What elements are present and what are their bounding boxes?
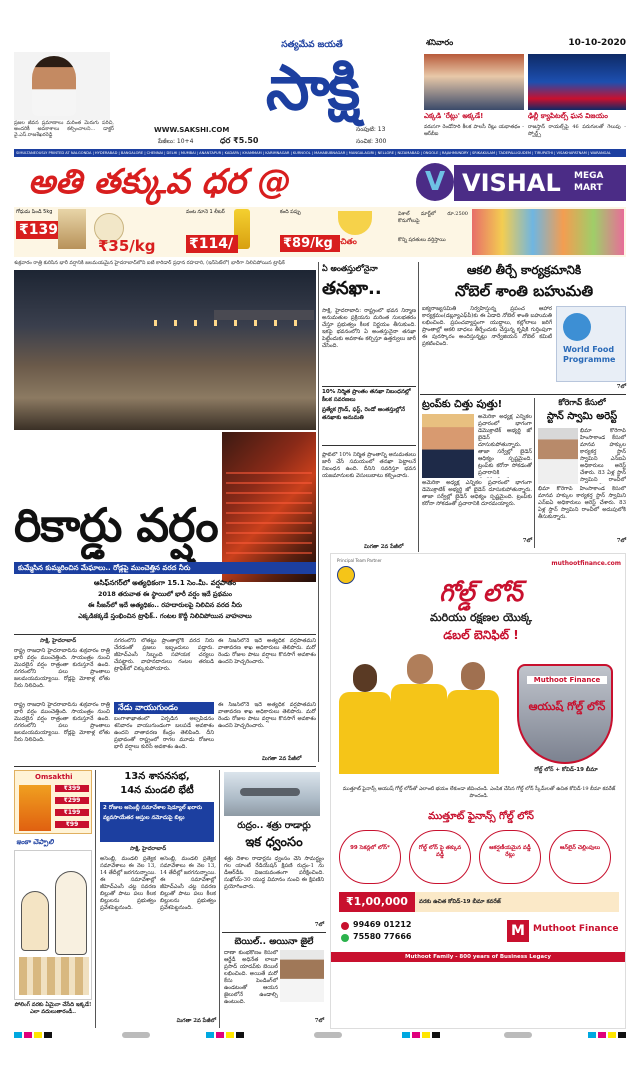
radar-continued[interactable]: 7లో — [314, 922, 324, 928]
editions-text: SIMULTANEOUSLY PRINTED AT NALGONDA | HYDERABAD | BANGALORE | CHENNAI | DELHI | MUMBAI | ANANTAPUR | KADAPA | KHAMMAM | KARIMNAGAR | KURNOOL | MAHABUBNAGAR | MANGALAGIRI | NELLORE | NIZAMABAD | ONGOLE | RAJAHMUNDRY | SRIKAKULAM | TADEPALLIGUDEM | TIRUPATHI | VISAKHAPATNAM | WARANGAL — [16, 151, 611, 155]
player-3 — [445, 662, 501, 774]
mini-ad-price-4: ₹99 — [55, 821, 89, 828]
vishal-goods-shelf — [472, 209, 624, 255]
player-2 — [389, 654, 449, 774]
lead-summary-4: ఎక్కడికక్కడే స్తంభించిన ట్రాఫిక్.. గంటల కొద్దీ నిలిచిపోయిన వాహనాలు — [78, 612, 252, 620]
col-rule-2 — [418, 262, 419, 552]
missile-icon — [240, 788, 300, 796]
lead-bottom-rule — [14, 766, 316, 767]
salary-bullet-2: ప్రత్యేక గ్రౌండ్, ఫస్ట్, రెండో అంతస్తుల్లోనే తనఖాకు అనుమతి — [322, 407, 405, 421]
lalu-photo — [280, 950, 324, 1002]
lead-subhead: కుమ్మేసిన కుమ్మరించిన మేఘాలు.. రోడ్లపై ముంచెత్తిన వరద నీరు — [14, 562, 316, 574]
reg-magenta-3 — [412, 1032, 420, 1038]
trump-photo — [422, 414, 474, 478]
vishal-brand-box — [454, 165, 626, 201]
player-1 — [337, 664, 393, 774]
swamy-continued[interactable]: 7లో — [616, 538, 626, 544]
legislature-bullets — [100, 802, 214, 842]
muthoot-phone-1[interactable]: 99469 01212 — [353, 920, 412, 929]
reg-yellow-4 — [608, 1032, 616, 1038]
badge-1-text: 99 సెకన్లలో లోన్* — [350, 845, 390, 851]
player-1-jersey — [339, 692, 391, 774]
reg-pill-1 — [122, 1032, 150, 1038]
product-oil-label: వంట నూనె 1 లీటర్ — [186, 209, 225, 215]
masthead-pages: పేజీలు: 10+4 — [158, 138, 194, 145]
player-2-head — [407, 654, 433, 684]
swamy-body-2: భీమా కోరెగావ్ హింసాకాండ కేసులో మానవ హక్కుల కార్యకర్త స్టాన్ స్వామిని ఎన్‌ఐఏ అధికారులు అరెస్ట్ చేశారు. 83 ఏళ్ల స్టాన్ స్వామిని రాంచీలో అదుపులోకి తీసుకున్నారు. — [538, 486, 626, 520]
trump-headline: ట్రంప్‌కు చిత్తు పుత్తు! — [422, 399, 503, 410]
product-pack — [58, 209, 86, 249]
radar-kicker: రుద్రం.. శత్రు రాడార్లు — [237, 821, 311, 831]
mini-ad-products — [19, 785, 51, 831]
reg-cyan — [14, 1032, 22, 1038]
ysr-caption: ప్రజల జీవన ప్రమాణాలు మరింత మెరుగు పరిచి, అందరికీ అవకాశాలు కల్పించాలని... డాక్టర్ వై.ఎస్.రాజశేఖరరెడ్డి — [14, 120, 114, 138]
lead-continued[interactable]: మిగతా 2వ పేజీలో — [262, 756, 302, 762]
product-atta-label: గోధుమ పిండి 5kg — [16, 209, 53, 215]
mini-ad-price-2: ₹299 — [55, 797, 89, 804]
swamy-headline: స్టాన్ స్వామి అరెస్ట్ — [546, 411, 618, 422]
street-lights — [154, 320, 304, 326]
shield-caption: గోల్డ్ లోన్ + కోవిడ్-19 బీమా — [534, 767, 598, 773]
player-3-head — [461, 662, 485, 690]
muthoot-tagline: Principal Team Partner — [337, 558, 382, 563]
muthoot-amount: ₹1,00,000 — [339, 892, 415, 912]
reg-magenta — [24, 1032, 32, 1038]
badge-2-text: గోల్డ్ లోన్ పై తక్కువ వడ్డీ — [418, 845, 462, 858]
product-oil-price: ₹114/ — [186, 235, 238, 253]
mini-ad[interactable] — [14, 770, 92, 834]
reg-yellow — [34, 1032, 42, 1038]
radar-body: శత్రు దేశాల రాడార్లను ధ్వంసం చేసే సామర్థ్యం గల యాంటీ రేడియేషన్ క్షిపణి రుద్రం-1 ను డీఆర్‌డీఓ విజయవంతంగా పరీక్షించింది. సుఖోయ్-30 యుద్ధ విమానం నుంచి ఈ క్షిపణిని ప్రయోగించారు. — [224, 856, 324, 890]
cartoon-figure-1 — [21, 891, 49, 951]
cartoon-crowd — [19, 957, 89, 995]
salary-bullet-1: 10% నిర్మిత ప్రాంతం తనఖా నిబంధనల్లో కీలక సవరణలు — [322, 389, 411, 403]
masthead-website[interactable]: WWW.SAKSHI.COM — [154, 126, 230, 134]
lead-body-3: ఈ సీజన్‌లోనే ఇదే అత్యధిక వర్షపాతమని వాతావరణ శాఖ అధికారులు తెలిపారు. మరో రెండు రోజుల పాటు వర్షాలు కొనసాగే అవకాశం ఉందని హెచ్చరించారు. — [218, 638, 316, 665]
badge-3 — [479, 830, 541, 884]
lalu-headline: బెయిల్.. అయినా జైలే — [234, 937, 314, 947]
reg-pill-3 — [504, 1032, 532, 1038]
player-2-jersey — [391, 684, 447, 774]
legislature-headline-2: 14న మండలి భేటీ — [120, 785, 194, 796]
masthead — [14, 40, 626, 158]
muthoot-footer-logo — [507, 916, 619, 946]
lead-kicker: శుక్రవారం రాత్రి కురిసిన భారీ వర్షానికి జలమయమైన హైదరాబాద్‌లోని ఐటీ కారిడార్ ప్రధాన రహదారి, (ఇన్‌సెట్‌లో) భారీగా నిలిచిపోయిన ట్రాఫిక్ — [14, 260, 285, 266]
radar-rule — [222, 932, 326, 933]
teaser-dc-headline: ఢిల్లీ క్యాపిటల్స్ ఘన విజయం — [528, 112, 608, 120]
cartoon-label: ఇంకా చెప్పాలి — [16, 838, 54, 846]
vishal-offer-1: విశాల్ మార్ట్‌లో రూ.2500 కొనుగోలుపై — [398, 211, 468, 224]
v-icon: V — [424, 167, 446, 197]
teaser-rbi[interactable] — [424, 54, 524, 148]
product-oil — [186, 209, 276, 255]
reg-black — [44, 1032, 52, 1038]
registration-marks — [14, 1030, 626, 1040]
weather-box — [114, 702, 214, 762]
reg-black-2 — [236, 1032, 244, 1038]
mini-ad-price-1: ₹399 — [55, 785, 89, 792]
teaser-rbi-photo — [424, 54, 524, 110]
reg-cyan-4 — [588, 1032, 596, 1038]
masthead-price: ధర ₹5.50 — [220, 136, 259, 145]
lead-summary-2: 2018 తరువాత ఈ స్థాయిలో భారీ వర్షం ఇదే ప్రథమం — [98, 590, 232, 598]
reg-yellow-3 — [422, 1032, 430, 1038]
legislature-byline: సాక్షి, హైదరాబాద్ — [130, 846, 167, 852]
weather-title: నేడు వాయుగుండం — [114, 702, 214, 714]
teaser-dc[interactable] — [528, 54, 626, 148]
lead-body-4: రాష్ట్ర రాజధాని హైదరాబాద్‌ను శుక్రవారం రాత్రి భారీ వర్షం ముంచెత్తింది. సాయంత్రం నుంచి మొదలైన వర్షం రాత్రంతా కురుస్తూనే ఉంది. నగరంలోని పలు ప్రాంతాలు జలమయమయ్యాయి. రోడ్లపై మోకాళ్ల లోతు నీరు నిలిచింది. — [14, 702, 110, 743]
trump-body: అమెరికా అధ్యక్ష ఎన్నికల ప్రచారంలో భాగంగా డెమొక్రాటిక్ అభ్యర్థి జో బైడెన్ దూసుకుపోతున్నారు. తాజా సర్వేల్లో బైడెన్ ఆధిక్యం స్పష్టమైంది. ట్రంప్‌కు కరోనా సోకడంతో ప్రచారానికి — [478, 414, 532, 476]
salary-headline: తనఖా.. — [322, 278, 382, 299]
reg-pill-2 — [314, 1032, 342, 1038]
reg-yellow-2 — [226, 1032, 234, 1038]
lead-photo-street — [14, 270, 316, 430]
badge-1 — [339, 830, 401, 884]
vishal-brand: VISHAL — [462, 169, 561, 197]
masthead-tagline: సత్యమేవ జయతే — [281, 40, 343, 50]
vishal-logo-mark — [416, 163, 454, 201]
masthead-issue: సంచిక: 300 — [356, 138, 387, 145]
nobel-continued[interactable]: 7లో — [616, 384, 626, 390]
legislature-continued[interactable]: మిగతా 2వ పేజీలో — [176, 1018, 216, 1024]
weather-text: బంగాళాఖాతంలో ఏర్పడిన అల్పపీడనం శనివారం వాయుగుండంగా బలపడే అవకాశం ఉందని వాతావరణ కేంద్రం తెలిపింది. దీని ప్రభావంతో రాష్ట్రంలో రాగల మూడు రోజులు భారీ వర్షాలు కురిసే అవకాశం ఉంది. — [114, 716, 214, 750]
product-sugar — [334, 209, 394, 255]
muthoot-amount-text: వరకు ఉచిత కోవిడ్-19 బీమా కవరేజ్ — [419, 899, 501, 905]
lead-body-5: ఈ సీజన్‌లోనే ఇదే అత్యధిక వర్షపాతమని వాతావరణ శాఖ అధికారులు తెలిపారు. మరో రెండు రోజుల పాటు వర్షాలు కొనసాగే అవకాశం ఉందని హెచ్చరించారు. — [218, 702, 316, 729]
salary-bullets — [322, 386, 416, 446]
reg-magenta-2 — [216, 1032, 224, 1038]
cartoon — [14, 850, 92, 1000]
person-portrait — [32, 56, 76, 116]
weekday: శనివారం — [426, 38, 454, 47]
teaser-dc-text: రాజస్తాన్ రాయల్స్‌పై 46 పరుగులతో గెలుపు - స్పోర్ట్స్ — [528, 124, 626, 137]
nobel-body: ఐక్యరాజ్యసమితి నిర్వహిస్తున్న ప్రపంచ ఆహార కార్యక్రమం(డబ్ల్యూఎఫ్‌పీ)కు ఈ ఏడాది నోబెల్ శాంతి బహుమతి లభించింది. ప్రపంచవ్యాప్తంగా యుద్ధాలు, కల్లోలాలు జరిగే ప్రాంతాల్లో ఆకలి బాధలు తీర్చేందుకు చేస్తున్న కృషికి గుర్తింపుగా ఈ పురస్కారం అందిస్తున్నట్లు నార్వేజియన్ నోబెల్ కమిటీ ప్రకటించింది. — [422, 306, 552, 347]
muthoot-footer-brand: Muthoot Finance — [533, 924, 619, 934]
lead-byline: సాక్షి, హైదరాబాద్ — [40, 638, 77, 644]
col-rule-4 — [95, 770, 96, 1028]
vishal-products — [14, 207, 626, 257]
lead-summary — [14, 577, 316, 633]
col-rule-3 — [534, 398, 535, 548]
salary-kicker: ఏ అంతస్తులోనైనా — [322, 264, 378, 273]
vishal-ad[interactable] — [14, 159, 626, 257]
muthoot-site[interactable]: muthootfinance.com — [551, 560, 621, 567]
badge-3-text: ఆకర్షణీయమైన వడ్డీ రేట్లు — [489, 845, 531, 858]
phone-icon — [341, 922, 349, 930]
lalu-body: దాణా కుంభకోణం కేసులో ఆర్జేడీ అధినేత లాలూ ప్రసాద్ యాదవ్‌కు బెయిల్ లభించింది. అయితే మరో కేసు పెండింగ్‌లో ఉండటంతో ఆయన జైలులోనే ఉండాల్సి ఉంటుంది. — [224, 950, 278, 1005]
csk-logo — [337, 566, 355, 584]
editions-strip — [14, 149, 626, 157]
muthoot-phone-2[interactable]: 75580 77666 — [353, 932, 412, 941]
product-dal-label: కంది పప్పు — [280, 209, 301, 215]
swamy-body: భీమా కోరెగావ్ హింసాకాండ కేసులో మానవ హక్కుల కార్యకర్త స్టాన్ స్వామిని ఎన్‌ఐఏ అధికారులు అరెస్ట్ చేశారు. 83 ఏళ్ల స్టాన్ స్వామిని రాంచీలో — [580, 428, 626, 483]
nobel-headline-1: ఆకలి తీర్చే కార్యక్రమానికి — [466, 263, 582, 277]
badge-4 — [549, 830, 611, 884]
shield-text: ఆయుష్ గోల్డ్ లోన్ — [528, 700, 606, 713]
legislature-bullet-1: 2 రోజుల అసెంబ్లీ సమావేశాల షెడ్యూల్ ఖరారు — [103, 805, 202, 811]
product-atta-price: ₹139 — [16, 221, 68, 239]
date: 10-10-2020 — [568, 38, 626, 48]
muthoot-offer-title: ముత్తూట్ ఫైనాన్స్ గోల్డ్ లోన్ — [428, 811, 534, 822]
reg-black-3 — [432, 1032, 440, 1038]
swamy-kicker: కోరెగావ్ కేసులో — [558, 398, 606, 407]
muthoot-subtitle: మరియు రక్షణల యొక్క — [430, 611, 532, 624]
muthoot-m-icon: M — [507, 920, 529, 942]
lead-body-1: రాష్ట్ర రాజధాని హైదరాబాద్‌ను శుక్రవారం రాత్రి భారీ వర్షం ముంచెత్తింది. సాయంత్రం నుంచి మొదలైన వర్షం రాత్రంతా కురుస్తూనే ఉంది. నగరంలోని పలు ప్రాంతాలు జలమయమయ్యాయి. రోడ్లపై మోకాళ్ల లోతు నీరు నిలిచింది. — [14, 648, 110, 689]
sugar-bowl — [338, 211, 372, 235]
salary-body: సాక్షి, హైదరాబాద్: రాష్ట్రంలో భవన నిర్మాణ అనుమతుల ప్రక్రియను మరింత సులభతరం చేస్తూ ప్రభుత్వం కీలక నిర్ణయం తీసుకుంది. ఇకపై భవనంలోని ఏ అంతస్తునైనా తనఖా పెట్టేందుకు అవకాశం కల్పిస్తూ ఉత్తర్వులు జారీ చేసింది. — [322, 308, 416, 349]
radar-headline: ఇక ధ్వంసం — [245, 835, 303, 850]
muthoot-body: ముత్తూట్ ఫైనాన్స్ ఆయుష్ గోల్డ్ లోన్‌తో ఎలాంటి భయం లేకుండా జీవించండి. ఎంపిక చేసిన గోల్డ్ లోన్ స్కీమ్‌లతో ఉచిత కోవిడ్-19 బీమా కవరేజ్ పొందండి. — [342, 786, 616, 799]
legislature-headline-1: 13న శాసనసభ, — [124, 771, 190, 782]
reg-cyan-3 — [402, 1032, 410, 1038]
col-rule-5 — [219, 770, 220, 1028]
product-dal-price: ₹89/kg — [280, 235, 340, 252]
muthoot-footer: Muthoot Family - 800 years of Business Legacy — [331, 952, 625, 962]
radar-photo — [224, 772, 320, 816]
reg-magenta-4 — [598, 1032, 606, 1038]
muthoot-subtitle-2: డబల్ బెనిఫిట్ ! — [443, 628, 519, 642]
ysr-photo — [14, 52, 110, 120]
lead-summary-3: ఈ సీజన్‌లో ఇదే అత్యధికం.. రహదారులపై నిలిచిన వరద నీరు — [88, 601, 242, 609]
lead-headline: రికార్డు వర్షం — [14, 498, 218, 552]
mini-ad-brand: Omsakthi — [35, 773, 73, 781]
player-1-head — [353, 664, 377, 692]
lalu-continued[interactable]: 7లో — [314, 1018, 324, 1024]
wfp-logo-text: World Food Programme — [563, 345, 616, 364]
product-sugar-price: ఉచితం — [334, 237, 357, 246]
teaser-dc-photo — [528, 54, 626, 110]
shield-brand: Muthoot Finance — [527, 676, 607, 684]
cartoon-figure-2 — [55, 871, 87, 955]
salary-body-2: ప్లాట్‌లో 10% నిర్మిత ప్రాంతాన్ని అనుమతులు జారీ చేసే సమయంలో తనఖా పెట్టాలనే నిబంధన ఉంది. దీనిని సవరిస్తూ భవన యజమానులకు వెసులుబాటు కల్పించారు. — [322, 452, 416, 479]
salary-continued[interactable]: మిగతా 2వ పేజీలో — [364, 544, 404, 550]
muthoot-ad[interactable] — [330, 553, 626, 1029]
flyover — [214, 310, 314, 320]
muthoot-shield — [517, 664, 613, 764]
legislature-body-2: అసెంబ్లీ, మండలి ప్రత్యేక సమావేశాలు ఈ నెల 13, 14 తేదీల్లో జరగనున్నాయి. ఈ సమావేశాల్లో జీహెచ్ఎంసీ చట్ట సవరణ బిల్లుతో పాటు పలు కీలక బిల్లులను ప్రభుత్వం ప్రవేశపెట్టనుంది. — [160, 856, 216, 911]
legislature-body: అసెంబ్లీ, మండలి ప్రత్యేక సమావేశాలు ఈ నెల 13, 14 తేదీల్లో జరగనున్నాయి. ఈ సమావేశాల్లో జీహెచ్ఎంసీ చట్ట సవరణ బిల్లుతో పాటు పలు కీలక బిల్లులను ప్రభుత్వం ప్రవేశపెట్టనుంది. — [100, 856, 156, 911]
player-3-jersey — [447, 690, 499, 774]
mini-ad-price-3: ₹199 — [55, 809, 89, 816]
muthoot-amount-bar — [339, 892, 619, 912]
reg-black-4 — [618, 1032, 626, 1038]
trump-body-2: అమెరికా అధ్యక్ష ఎన్నికల ప్రచారంలో భాగంగా డెమొక్రాటిక్ అభ్యర్థి జో బైడెన్ దూసుకుపోతున్నారు. తాజా సర్వేల్లో బైడెన్ ఆధిక్యం స్పష్టమైంది. ట్రంప్‌కు కరోనా సోకడంతో ప్రచారానికి దూరమయ్యారు. — [422, 480, 532, 507]
cartoon-caption: పోలింగ్ వరకు ఏమైనా చేసేది ఇక్కడే! ఎలా వదులుతారండీ.. — [14, 1002, 92, 1015]
trump-continued[interactable]: 7లో — [522, 538, 532, 544]
whatsapp-icon — [341, 934, 349, 942]
product-rice — [94, 209, 184, 255]
teaser-rbi-text: వరుసగా రెండోసారి కీలక పాలసీ రేట్లు యథాతథం - ఆర్‌బీఐ — [424, 124, 524, 137]
wfp-emblem-icon — [563, 313, 591, 341]
swamy-photo — [538, 428, 578, 484]
col-rule-1 — [318, 262, 319, 762]
badge-2 — [409, 830, 471, 884]
nobel-headline-2: నోబెల్ శాంతి బహుమతి — [454, 282, 594, 300]
badge-4-text: ఆన్‌లైన్ చెల్లింపులు — [559, 845, 601, 851]
lead-summary-rule — [14, 634, 316, 635]
legislature-bullet-2: వ్యవసాయేతర ఆస్తుల నమోదుపై బిల్లు — [103, 815, 185, 821]
masthead-volume: సంపుటి: 13 — [356, 126, 386, 133]
teaser-rbi-headline: ఎక్కడి 'రేట్లు' అక్కడే! — [424, 112, 484, 120]
product-rice-price: ₹35/kg — [98, 237, 156, 255]
nobel-rule — [420, 394, 626, 395]
vishal-brand-sub: MEGA MART — [574, 171, 604, 193]
lead-summary-1: ఆసిఫ్‌నగర్‌లో అత్యధికంగా 15.1 సెం.మీ. వర్షపాతం — [93, 579, 237, 587]
lead-body-2: నగరంలోని లోతట్టు ప్రాంతాల్లోకి వరద నీరు చేరడంతో ప్రజలు ఇబ్బందులు పడ్డారు. జీహెచ్ఎంసీ సిబ్బంది సహాయక చర్యలు చేపట్టారు. వాహనదారులు గంటల తరబడి ట్రాఫిక్‌లో చిక్కుకుపోయారు. — [114, 638, 214, 672]
reg-cyan-2 — [206, 1032, 214, 1038]
muthoot-title: గోల్డ్ లోన్ — [439, 579, 523, 607]
masthead-logo: సాక్షి — [265, 51, 359, 124]
wfp-logo — [556, 306, 626, 382]
vishal-offer-2: కొన్ని షరతులు వర్తిస్తాయి — [398, 237, 446, 243]
vishal-slogan: అతి తక్కువ ధర @ — [28, 162, 292, 202]
